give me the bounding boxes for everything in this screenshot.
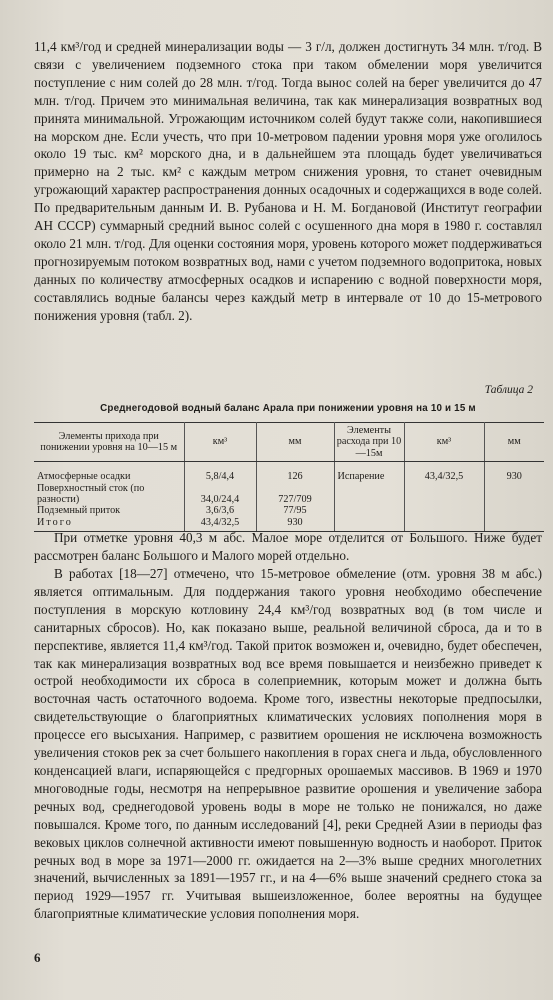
row-income-km3: 34,0/24,4 — [184, 483, 256, 506]
row-outflow-mm — [484, 483, 544, 506]
row-outflow-km3 — [404, 483, 484, 506]
header-outflow: Элементы расхода при 10—15м — [334, 423, 404, 462]
row-income-km3: 43,4/32,5 — [184, 517, 256, 532]
row-income-km3: 3,6/3,6 — [184, 505, 256, 516]
header-income: Элементы прихода при понижении уровня на 10—15 м — [34, 423, 184, 462]
row-income-mm: 77/95 — [256, 505, 334, 516]
row-income-label: Подземный приток — [34, 505, 184, 516]
row-outflow-mm — [484, 505, 544, 516]
row-outflow-label — [334, 505, 404, 516]
paragraph-optimal-level: В работах [18—27] отмечено, что 15-метровое обмеление (отм. уровня 38 м абс.) является оптимальным. Для поддержания такого уровня необходимо обеспечение поступления в морскую котловину 24,4 км³/год возвратных вод (в том числе и санитарных сбросов). Но, как показано выше, реальной величиной сброса, да и то в перспективе, является 11,4 км³/год. Такой приток возможен и, очевидно, будет обеспечен, так как минерализация возвратных вод все время повышается и неизбежно приведет к острой необходимости их сброса в солеприемник, которым может и должна быть восточная часть остаточного водоема. Кроме того, известны некоторые предпосылки, свидетельствующие о благоприятных климатических условиях пополнения моря в процессе его высыхания. Например, с развитием орошения не исключена возможность увеличения стоков рек за счет большего накопления в горах снега и льда, обусловленного конденсацией влаги, испаряющейся с предгорных орошаемых массивов. В 1969 и 1970 многоводные годы, несмотря на непрерывное развитие орошения и увеличение забора речных вод, среднегодовой уровень воды в море не только не понижался, но даже повышался. Кроме того, по данным исследований [4], реки Средней Азии в периоды фаз вековых циклов солнечной активности имеют повышенную водность и наоборот. Приток речных вод в море за 1971—2000 гг. ожидается на 2—3% выше средних многолетних значений, вычисленных за 1891—1957 гг., и на 4—6% выше значений среднего стока за период 1929—1957 гг. Учитывая вышеизложенное, более вероятны на будущее благоприятные климатические условия пополнения моря. — [34, 566, 542, 922]
row-income-label: Поверхностный сток (по разности) — [34, 483, 184, 506]
header-km3-income: км³ — [184, 423, 256, 462]
row-income-mm: 930 — [256, 517, 334, 532]
row-outflow-label — [334, 483, 404, 506]
header-mm-income: мм — [256, 423, 334, 462]
row-income-mm: 727/709 — [256, 483, 334, 506]
table-row — [34, 462, 544, 483]
water-balance-table — [34, 422, 544, 532]
paragraph-salt-balance: 11,4 км³/год и средней минерализации воды — 3 г/л, должен достигнуть 34 млн. т/год. В связи с увеличением подземного стока при таком обмелении моря увеличится поступление с ним солей до 28 млн. т/год. Тогда вынос солей на берег увеличится до 47 млн. т/год. Причем это минимальная величина, так как минерализация возвратных вод принята минимальной. Угрожающим источником солей будут также соли, накопившиеся на морском дне. Если учесть, что при 10-метровом падении уровня моря уже оголилось около 19 тыс. км² морского дна, и в дальнейшем эта площадь будет увеличиваться примерно на 2 тыс. км² с каждым метром снижения уровня, то станет очевидным угрожающий характер распространения донных осадочных и содержащихся в воде солей. По предварительным данным И. В. Рубанова и Н. М. Богдановой (Институт географии АН СССР) суммарный средний вынос солей с осушенного дна моря в 1980 г. составлял около 21 млн. т/год. Для оценки состояния моря, уровень которого может поддерживаться прогнозируемым потоком возвратных вод, нами с учетом подземного водопритока, новых данных по количеству атмосферных осадков и испарению с водной поверхности моря, составлялись водные балансы через каждый метр в интервале от 10 до 15-метрового понижения уровня (табл. 2). — [34, 39, 542, 323]
row-outflow-mm: 930 — [506, 471, 522, 483]
table-header-row — [34, 423, 544, 462]
row-income-km3: 5,8/4,4 — [184, 462, 256, 483]
row-income-label: Итого — [34, 517, 184, 532]
page-number: 6 — [34, 950, 41, 965]
row-outflow-km3: 43,4/32,5 — [404, 462, 484, 483]
row-outflow-label: Испарение — [334, 462, 404, 483]
table-number: Таблица 2 — [484, 384, 533, 396]
row-outflow-km3 — [404, 505, 484, 516]
table-row — [34, 483, 544, 506]
table-row — [34, 505, 544, 516]
row-income-label: Атмосферные осадки — [34, 462, 184, 483]
row-income-mm: 126 — [256, 462, 334, 483]
paragraph-sea-separation: При отметке уровня 40,3 м абс. Малое море отделится от Большого. Ниже будет рассмотрен баланс Большого и Малого морей отдельно. — [34, 530, 542, 563]
header-mm-outflow: мм — [484, 423, 544, 462]
header-km3-outflow: км³ — [404, 423, 484, 462]
table-title: Среднегодовой водный баланс Арала при понижении уровня на 10 и 15 м — [100, 403, 476, 414]
